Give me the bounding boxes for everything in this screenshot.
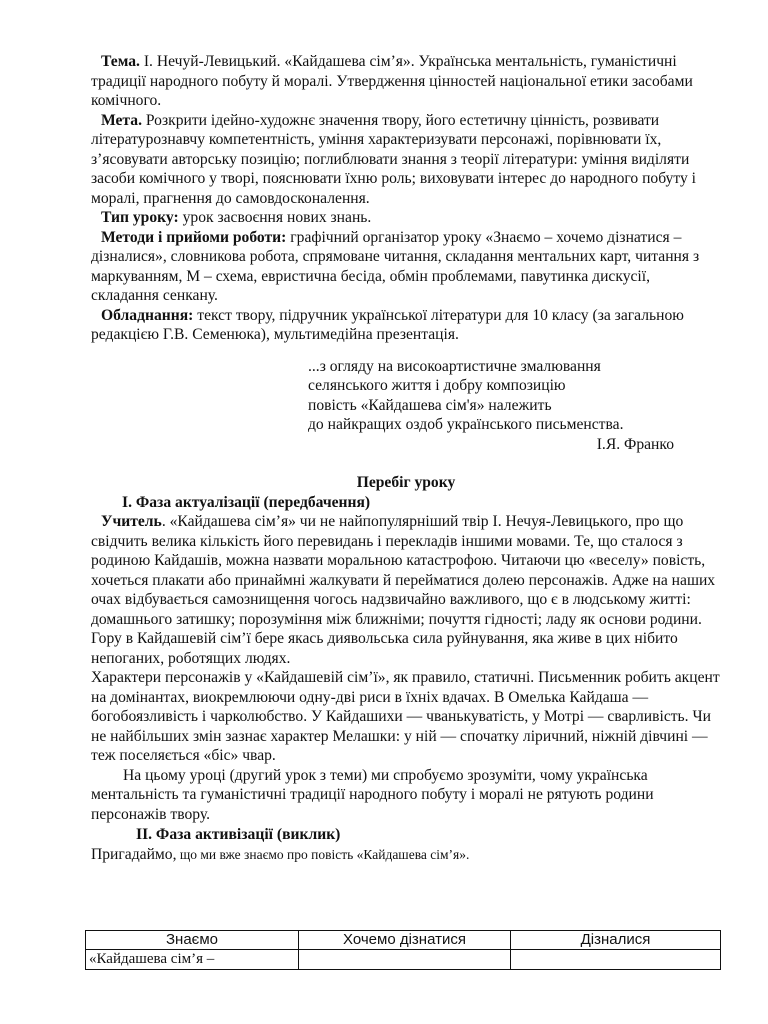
- phase2-heading: ІІ. Фаза активізації (виклик): [136, 826, 341, 843]
- goal-label: Мета.: [101, 111, 142, 129]
- phase1-heading: І. Фаза актуалізації (передбачення): [122, 493, 371, 511]
- epigraph-line: ...з огляду на високоартистичне змалювання: [308, 357, 601, 375]
- topic-paragraph: [91, 52, 721, 111]
- kwl-table: [85, 930, 721, 970]
- topic-label: Тема.: [101, 53, 140, 70]
- epigraph-line: селянського життя і добру композицію: [308, 377, 566, 394]
- recall-paragraph: [91, 845, 721, 865]
- methods-text: графічний організатор уроку «Знаємо – хочемо дізнатися – дізналися», словникова робота, спрямоване читання, складання ментальних карт, читання з маркуванням, М – схема, евристична бесіда, обмін проблемами, павутинка дискусії, складання сенкану.: [91, 228, 700, 304]
- characters-paragraph: Характери персонажів у «Кайдашевій сім’ї», як правило, статичні. Письменник робить акцент на домінантах, виокремлюючи одну-дві риси в їхніх вдачах. В Омелька Кайдаша — богобоязливість і чарколюбство. У Кайдашихи — чванькуватість, у Мотрі — сварливість. Чи не найбільших змін зазнає характер Мелашки: у ній — спочатку ліричний, ніжній дівчині — теж поселяється «біс» чвар.: [91, 669, 720, 764]
- kwl-header-want: Хочемо дізнатися: [299, 931, 511, 950]
- kwl-header-know: Знаємо: [86, 931, 299, 950]
- topic-text: І. Нечуй-Левицький. «Кайдашева сім’я». Українська ментальність, гуманістичні традиції народного побуту й моралі. Утвердження цінностей національної етики засобами комічного.: [91, 53, 693, 109]
- recall-text: що ми вже знаємо про повість «Кайдашева сім’я».: [176, 846, 470, 862]
- lesson-type-text: урок засвоєння нових знань.: [178, 209, 372, 226]
- goal-text: Розкрити ідейно-художнє значення твору, його естетичну цінність, розвивати літературознавчу компетентність, уміння характеризувати персонажі, порівнювати їх, з’ясовувати авторську позицію; поглиблювати знання з теорії літератури: уміння виділяти засоби комічного у творі, пояснювати їхню роль; виховувати інтерес до народного побуту і моралі, прагнення до самовдосконалення.: [91, 111, 696, 207]
- methods-paragraph: [91, 228, 721, 306]
- lesson-aim-paragraph: На цьому уроці (другий урок з теми) ми спробуємо зрозуміти, чому українська ментальність та гуманістичні традиції народного побуту і моралі не рятують родини персонажів твору.: [91, 766, 654, 823]
- epigraph-line: до найкращих оздоб українського письменства.: [308, 416, 624, 433]
- table-row: [86, 950, 721, 970]
- equipment-label: Обладнання:: [101, 306, 194, 324]
- teacher-text: . «Кайдашева сім’я» чи не найпопулярніший твір І. Нечуя-Левицького, про що свідчить велика кількість його перевидань і перекладів іншими мовами. Те, що сталося з родиною Кайдашів, можна назвати моральною катастрофою. Читаючи цю «веселу» повість, хочеться плакати або принаймні жалкувати й перейматися долею персонажів. Адже на наших очах відбувається самознищення чогось надзвичайно важливого, що є в людському житті: домашнього затишку; порозуміння між ближніми; почуття гідності; ладу як основи родини. Гору в Кайдашевій сім’ї бере якась диявольська сила руйнування, яка живе в цих нібито непоганих, роботящих людях.: [91, 513, 716, 667]
- recall-lead: Пригадаймо,: [91, 845, 177, 863]
- epigraph-line: повість «Кайдашева сім'я» належить: [308, 396, 552, 414]
- goal-paragraph: [91, 111, 721, 209]
- kwl-header-learned: Дізналися: [511, 931, 721, 950]
- lesson-plan-body: [91, 52, 721, 864]
- kwl-header-row: [86, 931, 721, 950]
- kwl-cell-know: «Кайдашева сім’я –: [86, 950, 299, 970]
- teacher-label: Учитель: [101, 513, 162, 530]
- teacher-paragraph: [91, 512, 721, 668]
- kwl-cell-want: [299, 950, 511, 970]
- equipment-text: текст твору, підручник української літератури для 10 класу (за загальною редакцією Г.В. Семенюка), мультимедійна презентація.: [91, 306, 684, 343]
- methods-label: Методи і прийоми роботи:: [101, 228, 287, 246]
- equipment-paragraph: [91, 306, 721, 345]
- epigraph: [308, 357, 721, 455]
- kwl-cell-learned: [511, 950, 721, 970]
- lesson-type-paragraph: [91, 208, 721, 228]
- course-heading: Перебіг уроку: [356, 474, 456, 491]
- epigraph-author: І.Я. Франко: [596, 435, 674, 453]
- lesson-type-label: Тип уроку:: [101, 209, 179, 226]
